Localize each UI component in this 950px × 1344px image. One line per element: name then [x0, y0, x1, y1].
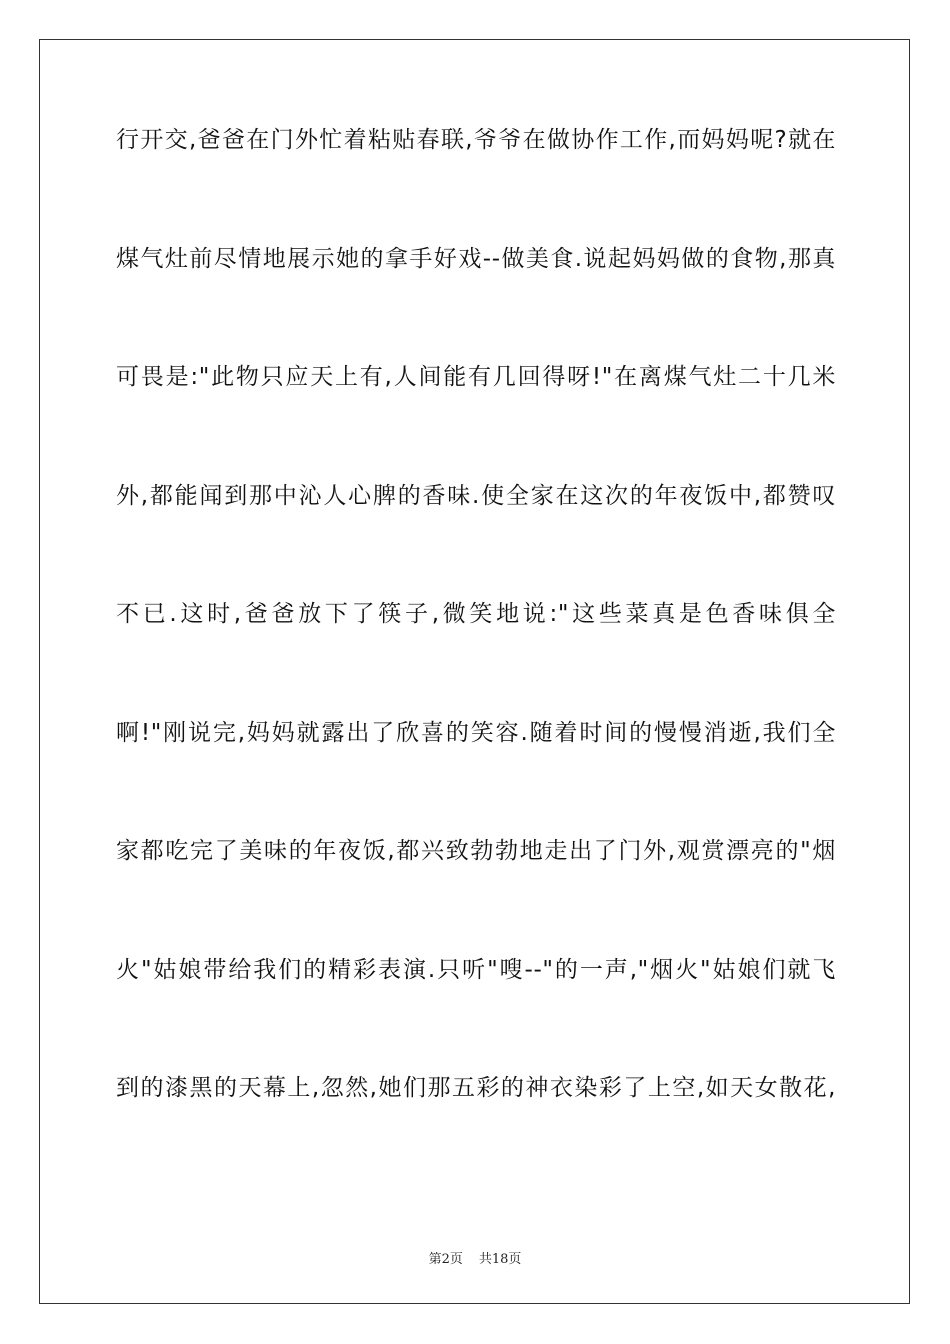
- text-line-2: 煤气灶前尽情地展示她的拿手好戏--做美食.说起妈妈做的食物,那真: [116, 245, 836, 272]
- text-line-6: 啊!"刚说完,妈妈就露出了欣喜的笑容.随着时间的慢慢消逝,我们全: [116, 719, 836, 746]
- text-line-4: 外,都能闻到那中沁人心脾的香味.使全家在这次的年夜饭中,都赞叹: [116, 482, 836, 509]
- document-body: [116, 129, 836, 1196]
- total-pages: 共18页: [478, 1252, 522, 1267]
- page-number: 第2页: [428, 1252, 463, 1267]
- text-line-3: 可畏是:"此物只应天上有,人间能有几回得呀!"在离煤气灶二十几米: [116, 364, 836, 390]
- text-line-5: 不已.这时,爸爸放下了筷子,微笑地说:"这些菜真是色香味俱全: [116, 601, 836, 627]
- text-line-9: 到的漆黑的天幕上,忽然,她们那五彩的神衣染彩了上空,如天女散花,: [116, 1075, 836, 1101]
- text-line-7: 家都吃完了美味的年夜饭,都兴致勃勃地走出了门外,观赏漂亮的"烟: [116, 838, 836, 864]
- text-line-1: 行开交,爸爸在门外忙着粘贴春联,爷爷在做协作工作,而妈妈呢?就在: [116, 127, 836, 153]
- page-footer: [0, 1248, 950, 1267]
- text-line-8: 火"姑娘带给我们的精彩表演.只听"嗖--"的一声,"烟火"姑娘们就飞: [116, 956, 836, 983]
